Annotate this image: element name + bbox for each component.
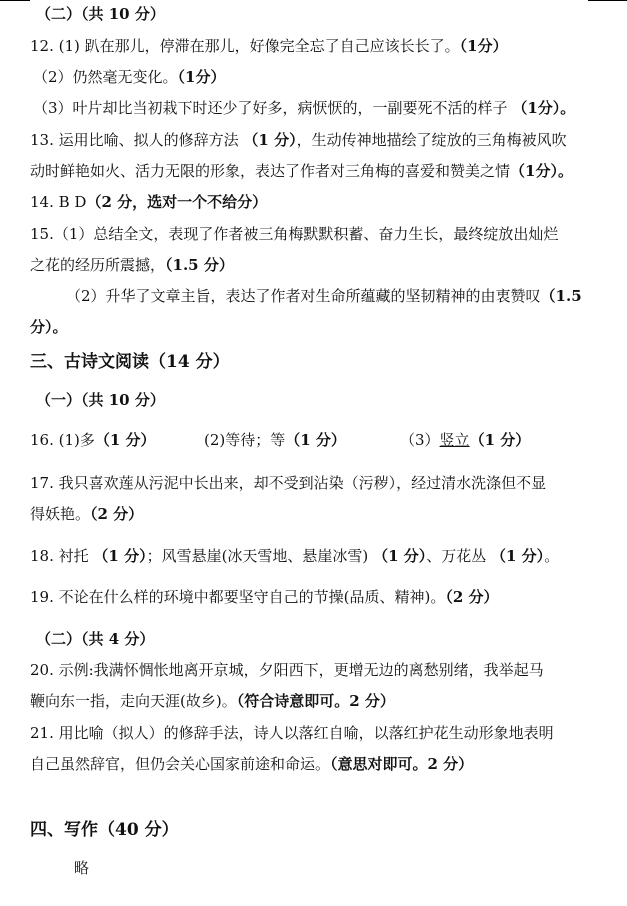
score: （2 分，选对一个不给分） <box>86 193 268 211</box>
score: （1分）。 <box>512 99 576 117</box>
score: （意思对即可。2 分） <box>330 755 474 773</box>
score: （1 分） <box>243 131 297 149</box>
answer-text: （2）仍然毫无变化。 <box>33 68 178 86</box>
answer-text: （3）叶片却比当初栽下时还少了好多，病恹恹的，一副要死不活的样子 <box>33 99 513 117</box>
score: （1 分） <box>93 547 147 565</box>
answer-12-3 <box>33 98 575 118</box>
answer-text: ，生动传神地描绘了绽放的三角梅被风吹 <box>296 131 567 149</box>
section-4-body: 略 <box>74 859 90 877</box>
answer-text: ；风雪悬崖(冰天雪地、悬崖冰雪) <box>146 547 374 565</box>
answer-20-line-2 <box>30 691 395 711</box>
answer-13-line-2 <box>30 161 573 181</box>
answer-21-line-2 <box>30 754 473 774</box>
answer-text: 20. 示例:我满怀惆怅地离开京城，夕阳西下，更增无边的离愁别绪，我举起马 <box>30 661 544 679</box>
top-rule-right <box>588 0 627 1</box>
answer-text: 之花的经历所震撼， <box>30 256 166 274</box>
subsection-title-3-2: （二）（共 4 分） <box>36 630 155 648</box>
score: （1 分） <box>491 547 545 565</box>
answer-text: 、万花丛 <box>426 547 492 565</box>
answer-text: 鞭向东一指，走向天涯(故乡)。 <box>30 692 237 710</box>
answer-text: 18. 衬托 <box>30 547 94 565</box>
score: （1分）。 <box>510 162 573 180</box>
answer-15-line-4 <box>30 317 68 337</box>
section-4-heading: 四、写作（40 分） <box>30 820 179 840</box>
answer-text: 。 <box>544 547 560 565</box>
answer-15-line-1 <box>30 224 558 244</box>
answer-14 <box>30 192 267 212</box>
score: （1分） <box>459 37 508 55</box>
answer-17-line-2 <box>30 504 143 524</box>
answer-text: 13. 运用比喻、拟人的修辞方法 <box>30 131 244 149</box>
answer-text: 动时鲜艳如火、活力无限的形象，表达了作者对三角梅的喜爱和赞美之情 <box>30 162 511 180</box>
answer-text: 21. 用比喻（拟人）的修辞手法，诗人以落红自喻，以落红护花生动形象地表明 <box>30 724 554 742</box>
answer-15-line-2 <box>30 255 234 275</box>
top-rule-left <box>0 0 30 1</box>
section-3-heading: 三、古诗文阅读（14 分） <box>30 352 230 372</box>
answer-16-3: （3）竖立（1 分） <box>400 431 531 449</box>
answer-text: 12. (1) 趴在那儿，停滞在那儿，好像完全忘了自己应该长长了。 <box>30 37 460 55</box>
answer-text: （2）升华了文章主旨，表达了作者对生命所蕴藏的坚韧精神的由衷赞叹 <box>66 287 541 305</box>
answer-text: 得妖艳。 <box>30 505 91 523</box>
subsection-title-3-1: （一）（共 10 分） <box>36 391 165 409</box>
answer-text: 19. 不论在什么样的环境中都要坚守自己的节操(品质、精神)。 <box>30 588 446 606</box>
score: （2 分） <box>445 588 499 606</box>
score: 分）。 <box>30 318 68 336</box>
answer-16-2: (2)等待；等（1 分） <box>204 431 346 449</box>
answer-13-line-1 <box>30 130 567 150</box>
answer-21-line-1 <box>30 723 554 743</box>
answer-20-line-1 <box>30 660 544 680</box>
score: （1.5 <box>540 287 582 305</box>
answer-12-1 <box>30 36 508 56</box>
answer-16-1: 16. (1)多（1 分） <box>30 431 156 449</box>
score: （1 分） <box>373 547 427 565</box>
answer-text: 14. B D <box>30 193 87 211</box>
score: （1.5 分） <box>165 256 234 274</box>
answer-19 <box>30 587 499 607</box>
score: （1分） <box>177 68 226 86</box>
answer-text: 自己虽然辞官，但仍会关心国家前途和命运。 <box>30 755 331 773</box>
answer-text: 15.（1）总结全文，表现了作者被三角梅默默积蓄、奋力生长，最终绽放出灿烂 <box>30 225 559 243</box>
score: （2 分） <box>90 505 144 523</box>
answer-15-line-3 <box>66 286 582 306</box>
answer-12-2 <box>33 67 225 87</box>
subsection-title-2: （二）（共 10 分） <box>36 5 165 23</box>
score: （符合诗意即可。2 分） <box>236 692 395 710</box>
answer-17-line-1 <box>30 473 546 493</box>
answer-text: 17. 我只喜欢莲从污泥中长出来，却不受到沾染（污秽），经过清水洗涤但不显 <box>30 474 547 492</box>
answer-18 <box>30 546 559 566</box>
